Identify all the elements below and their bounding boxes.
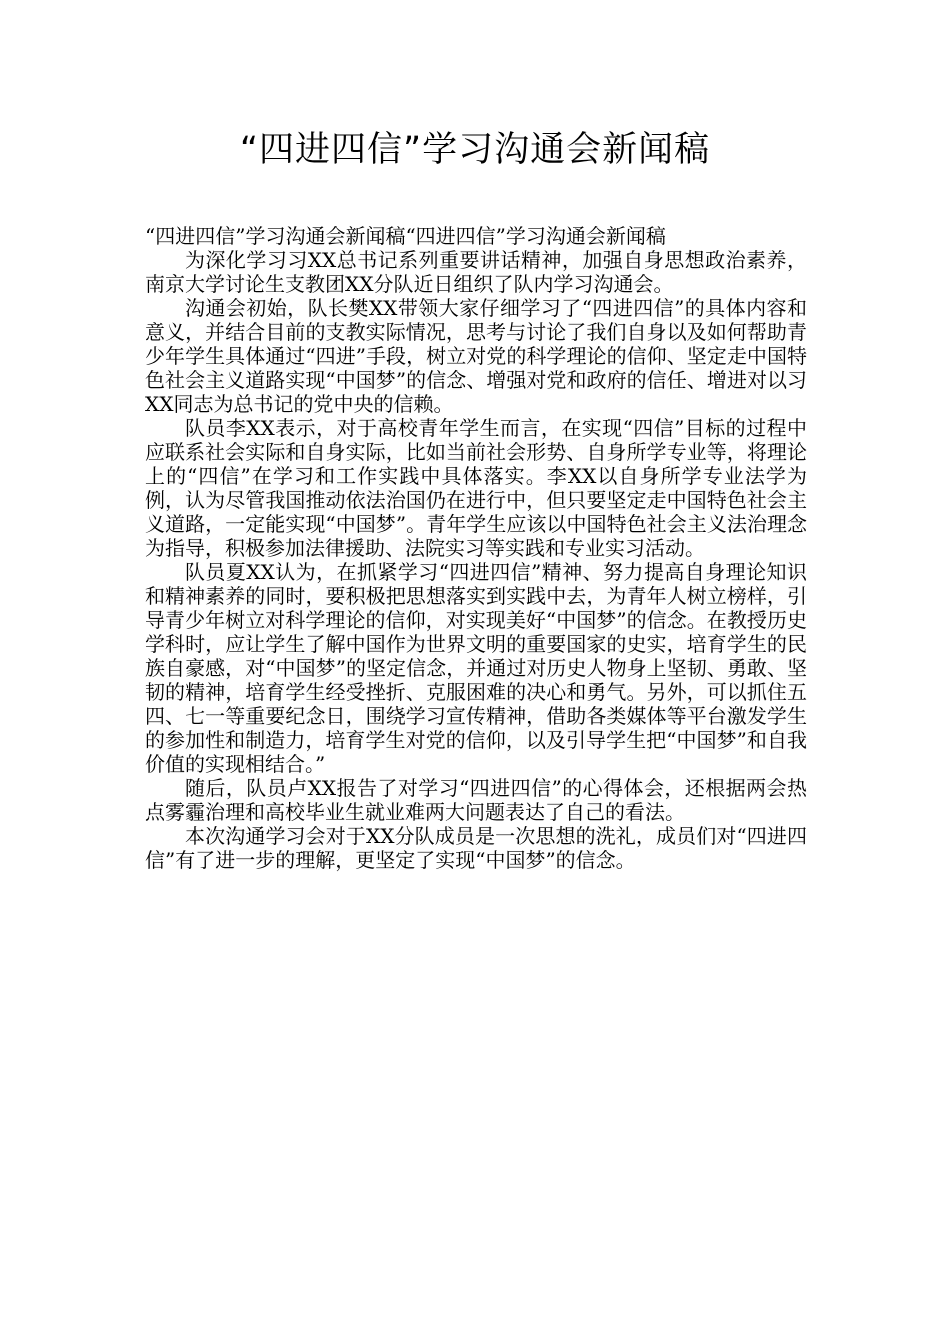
paragraph-meeting-start: 沟通会初始，队长樊XX带领大家仔细学习了“四进四信”的具体内容和意义，并结合目前的支教实际情况，思考与讨论了我们自身以及如何帮助青少年学生具体通过“四进”手段，树立对党的科学理论的信仰、坚定走中国特色社会主义道路实现“中国梦”的信念、增强对党和政府的信任、增进对以习XX同志为总书记的党中央的信赖。 [145,296,807,416]
paragraph-intro: 为深化学习习XX总书记系列重要讲话精神，加强自身思想政治素养，南京大学讨论生支教团XX分队近日组织了队内学习沟通会。 [145,248,807,296]
paragraph-member-lu: 随后，队员卢XX报告了对学习“四进四信”的心得体会，还根据两会热点雾霾治理和高校毕业生就业难两大问题表达了自己的看法。 [145,776,807,824]
document-title: “四进四信”学习沟通会新闻稿 [239,130,711,170]
paragraph-conclusion: 本次沟通学习会对于XX分队成员是一次思想的洗礼，成员们对“四进四信”有了进一步的理解，更坚定了实现“中国梦”的信念。 [145,824,807,872]
document-body [145,224,807,872]
paragraph-member-xia: 队员夏XX认为，在抓紧学习“四进四信”精神、努力提高自身理论知识和精神素养的同时，要积极把思想落实到实践中去，为青年人树立榜样，引导青少年树立对科学理论的信仰，对实现美好“中国梦”的信念。在教授历史学科时，应让学生了解中国作为世界文明的重要国家的史实，培育学生的民族自豪感，对“中国梦”的坚定信念，并通过对历史人物身上坚韧、勇敢、坚韧的精神，培育学生经受挫折、克服困难的决心和勇气。另外，可以抓住五四、七一等重要纪念日，围绕学习宣传精神，借助各类媒体等平台激发学生的参加性和制造力，培育学生对党的信仰，以及引导学生把“中国梦”和自我价值的实现相结合。” [145,560,807,776]
paragraph-heading-repeat: “四进四信”学习沟通会新闻稿“四进四信”学习沟通会新闻稿 [145,224,666,248]
paragraph-member-li: 队员李XX表示，对于高校青年学生而言，在实现“四信”目标的过程中应联系社会实际和自身实际，比如当前社会形势、自身所学专业等，将理论上的“四信”在学习和工作实践中具体落实。李XX以自身所学专业法学为例，认为尽管我国推动依法治国仍在进行中，但只要坚定走中国特色社会主义道路，一定能实现“中国梦”。青年学生应该以中国特色社会主义法治理念为指导，积极参加法律援助、法院实习等实践和专业实习活动。 [145,416,807,560]
